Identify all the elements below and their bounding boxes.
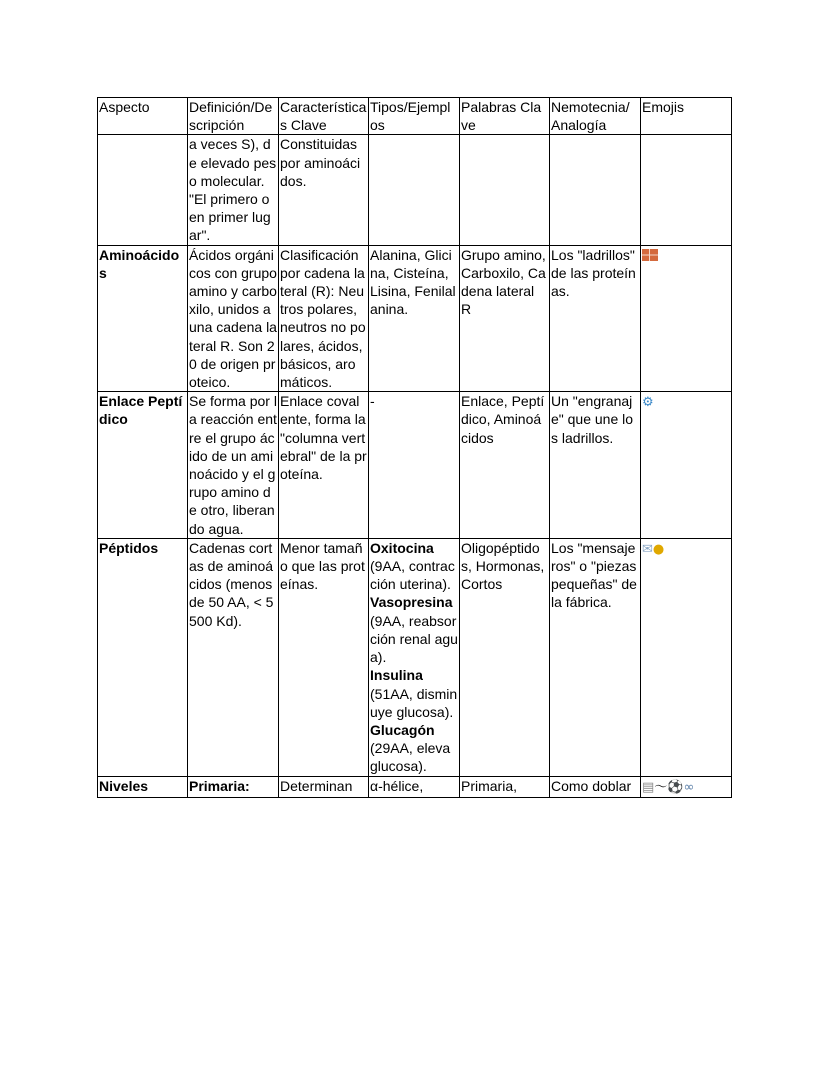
cell-palabras: Primaria,: [460, 776, 550, 797]
cell-nemotecnia: [550, 135, 641, 245]
tipo-name: Vasopresina: [370, 594, 453, 611]
cell-aspecto: [98, 135, 188, 245]
wave-icon: 〜: [654, 779, 668, 795]
cell-emojis: [641, 392, 732, 539]
header-aspecto: Aspecto: [98, 98, 188, 135]
tipo-name: Oxitocina: [370, 539, 434, 556]
table-row: [98, 135, 732, 245]
tipo-name: Glucagón: [370, 721, 435, 738]
gear-icon: ⚙: [642, 395, 654, 411]
cell-emojis: [641, 245, 732, 392]
soccer-ball-icon: ⚽: [667, 779, 684, 795]
cell-caracteristicas: Menor tamaño que las proteínas.: [279, 538, 369, 776]
document-icon: ▤: [642, 779, 655, 795]
cell-definicion: Ácidos orgánicos con grupo amino y carboxilo, unidos a una cadena lateral R. Son 20 de origen proteico.: [189, 246, 277, 391]
cell-aspecto: Niveles: [98, 776, 188, 797]
cell-caracteristicas: Enlace covalente, forma la "columna vertebral" de la proteína.: [279, 392, 369, 539]
cell-tipos: -: [369, 392, 460, 539]
table-row: [98, 538, 732, 776]
cell-palabras: Enlace, Peptídico, Aminoácidos: [460, 392, 550, 539]
cell-tipos: Alanina, Glicina, Cisteína, Lisina, Fenilalanina.: [369, 245, 460, 392]
table-row: [98, 392, 732, 539]
cell-palabras: [460, 135, 550, 245]
tipo-desc: (51AA, disminuye glucosa).: [370, 685, 458, 720]
header-palabras: Palabras Clave: [460, 98, 550, 135]
table-header-row: [98, 98, 732, 135]
cell-caracteristicas: Constituidas por aminoácidos.: [279, 135, 369, 245]
cell-tipos: α-hélice,: [369, 776, 460, 797]
cell-caracteristicas: Determinan: [279, 776, 369, 797]
table-row: [98, 776, 732, 797]
cell-aspecto: Aminoácidos: [98, 245, 188, 392]
cell-aspecto: Péptidos: [98, 538, 188, 776]
cell-caracteristicas: Clasificación por cadena lateral (R): Neutros polares, neutros no polares, ácidos, básicos, aromáticos.: [279, 245, 369, 392]
tipo-desc: (9AA, contracción uterina).: [370, 558, 455, 593]
cell-emojis: [641, 776, 732, 797]
envelope-icon: ✉: [642, 541, 653, 557]
cell-nemotecnia: Un "engranaje" que une los ladrillos.: [550, 392, 641, 539]
header-nemotecnia: Nemotecnia/ Analogía: [550, 98, 641, 135]
cell-definicion: Cadenas cortas de aminoácidos (menos de 50 AA, < 5500 Kd).: [188, 538, 279, 776]
tipo-name: Insulina: [370, 667, 423, 684]
cell-tipos: [369, 538, 460, 776]
cell-tipos: [369, 135, 460, 245]
cell-definicion: Primaria:: [188, 776, 279, 797]
header-definicion: Definición/Descripción: [188, 98, 279, 135]
cell-nemotecnia: Los "mensajeros" o "piezas pequeñas" de la fábrica.: [550, 538, 641, 776]
pill-icon: ●: [652, 541, 665, 557]
link-icon: ∞: [683, 779, 695, 795]
cell-aspecto: Enlace Peptídico: [98, 392, 188, 539]
cell-emojis: [641, 135, 732, 245]
cell-definicion: Se forma por la reacción entre el grupo ácido de un aminoácido y el grupo amino de otro, liberando agua.: [189, 393, 277, 537]
tipo-desc: (29AA, eleva glucosa).: [370, 740, 451, 775]
cell-nemotecnia: Los "ladrillos" de las proteínas.: [550, 245, 641, 392]
header-caracteristicas: Características Clave: [279, 98, 369, 135]
cell-palabras: Grupo amino, Carboxilo, Cadena lateral R: [460, 245, 550, 392]
header-tipos: Tipos/Ejemplos: [369, 98, 460, 135]
brick-icon: [642, 249, 658, 261]
cell-nemotecnia: Como doblar: [550, 776, 641, 797]
cell-emojis: [641, 538, 732, 776]
tipo-desc: (9AA, reabsorción renal agua).: [370, 612, 458, 666]
cell-palabras: Oligopéptidos, Hormonas, Cortos: [460, 538, 550, 776]
proteins-table: [97, 97, 732, 798]
cell-definicion: a veces S), de elevado peso molecular. "El primero o en primer lugar".: [188, 135, 279, 245]
table-row: [98, 245, 732, 392]
header-emojis: Emojis: [641, 98, 732, 135]
